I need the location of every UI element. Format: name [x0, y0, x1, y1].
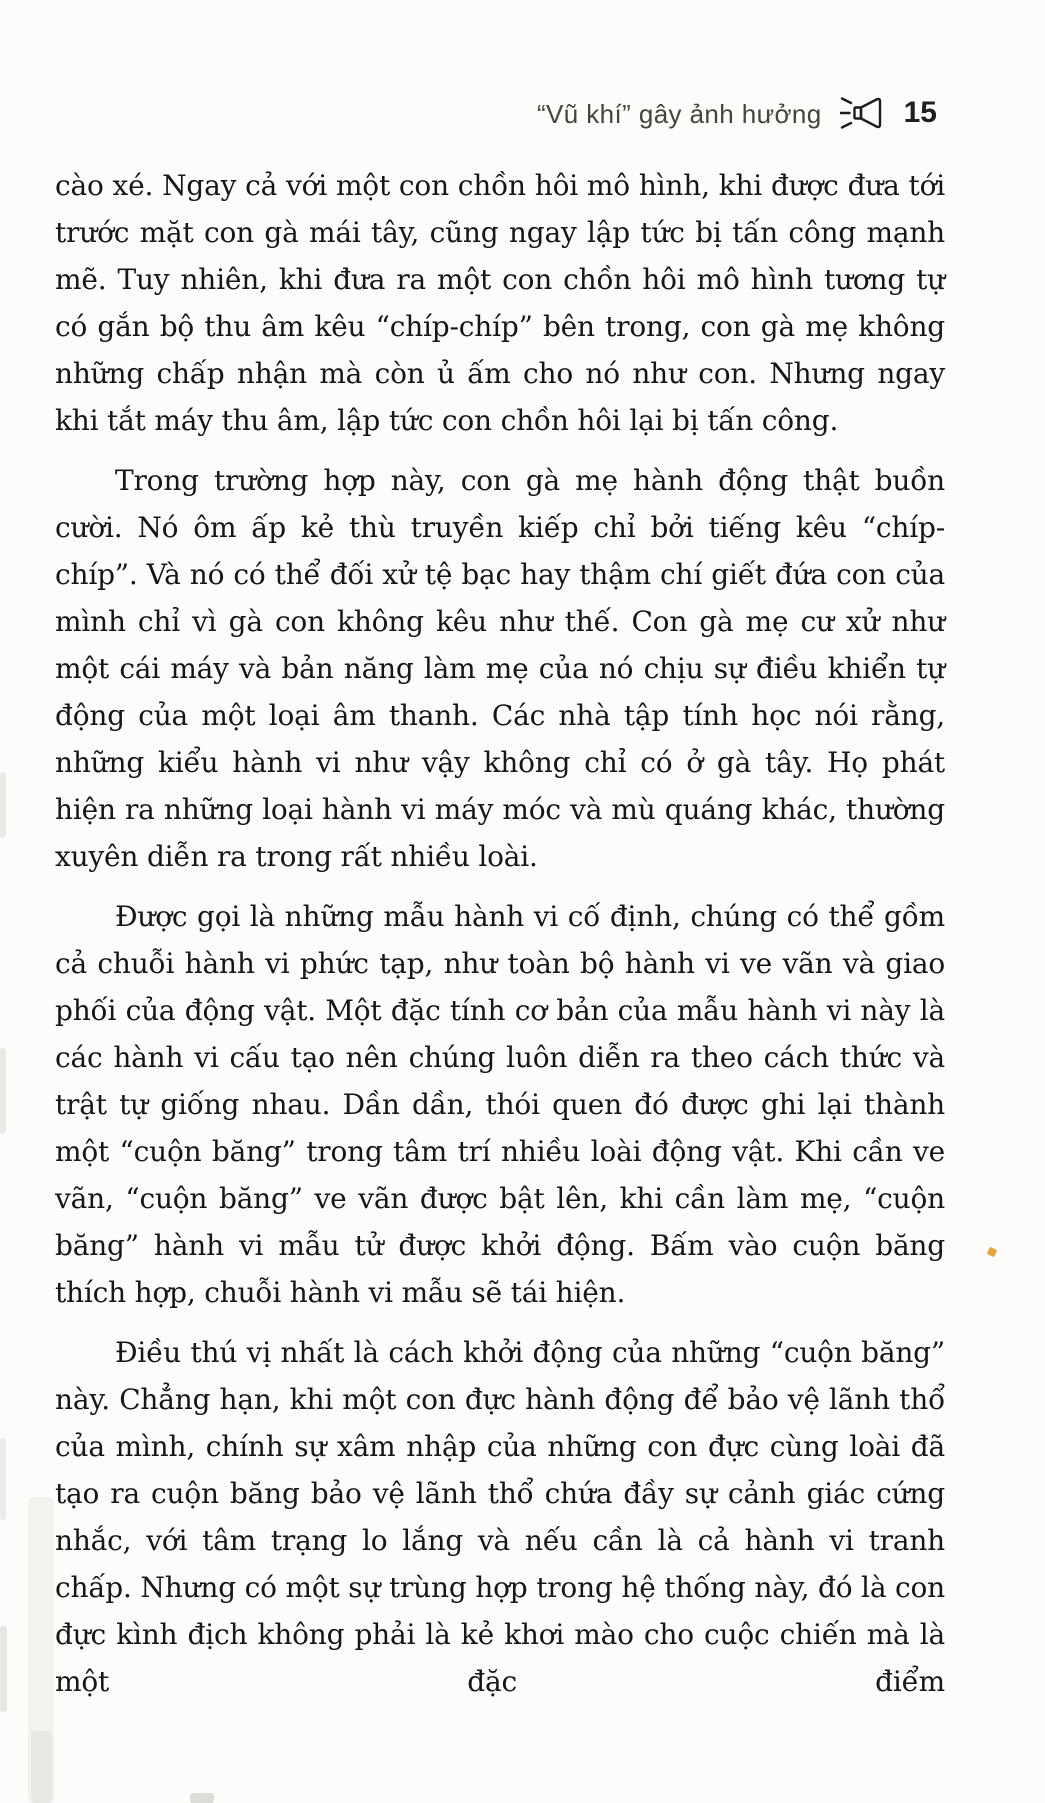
scan-artifact: [0, 1438, 6, 1520]
scan-artifact: [0, 772, 6, 838]
scan-artifact: [190, 1793, 214, 1803]
body-paragraph: Điều thú vị nhất là cách khởi động của những “cuộn băng” này. Chẳng hạn, khi một con đực hành động để bảo vệ lãnh thổ của mình, chính sự xâm nhập của những con đực cùng loài đã tạo ra cuộn băng bảo vệ lãnh thổ chứa đầy sự cảnh giác cứng nhắc, với tâm trạng lo lắng và nếu cần là cả hành vi tranh chấp. Nhưng có một sự trùng hợp trong hệ thống này, đó là con đực kình địch không phải là kẻ khơi mào cho cuộc chiến mà là một đặc điểm: [55, 1336, 945, 1698]
running-title: “Vũ khí” gây ảnh hưởng: [536, 98, 822, 129]
scan-artifact: [0, 1048, 6, 1134]
highlight-speck: [987, 1247, 998, 1258]
running-header: [537, 92, 937, 134]
body-paragraph: Trong trường hợp này, con gà mẹ hành động thật buồn cười. Nó ôm ấp kẻ thù truyền kiếp chỉ bởi tiếng kêu “chíp-chíp”. Và nó có thể đối xử tệ bạc hay thậm chí giết đứa con của mình chỉ vì gà con không kêu như thế. Con gà mẹ cư xử như một cái máy và bản năng làm mẹ của nó chịu sự điều khiển tự động của một loại âm thanh. Các nhà tập tính học nói rằng, những kiểu hành vi như vậy không chỉ có ở gà tây. Họ phát hiện ra những loại hành vi máy móc và mù quáng khác, thường xuyên diễn ra trong rất nhiều loài.: [55, 464, 945, 873]
megaphone-icon: [840, 92, 886, 134]
scan-artifact: [28, 1497, 54, 1803]
page-number: 15: [903, 96, 937, 129]
scan-artifact: [31, 1731, 52, 1803]
scan-artifact: [0, 1626, 7, 1712]
body-text: [55, 162, 945, 1718]
body-paragraph: cào xé. Ngay cả với một con chồn hôi mô hình, khi được đưa tới trước mặt con gà mái tây, cũng ngay lập tức bị tấn công mạnh mẽ. Tuy nhiên, khi đưa ra một con chồn hôi mô hình tương tự có gắn bộ thu âm kêu “chíp-chíp” bên trong, con gà mẹ không những chấp nhận mà còn ủ ấm cho nó như con. Nhưng ngay khi tắt máy thu âm, lập tức con chồn hôi lại bị tấn công.: [55, 169, 945, 437]
body-paragraph: Được gọi là những mẫu hành vi cố định, chúng có thể gồm cả chuỗi hành vi phức tạp, như toàn bộ hành vi ve vãn và giao phối của động vật. Một đặc tính cơ bản của mẫu hành vi này là các hành vi cấu tạo nên chúng luôn diễn ra theo cách thức và trật tự giống nhau. Dần dần, thói quen đó được ghi lại thành một “cuộn băng” trong tâm trí nhiều loài động vật. Khi cần ve vãn, “cuộn băng” ve vãn được bật lên, khi cần làm mẹ, “cuộn băng” hành vi mẫu tử được khởi động. Bấm vào cuộn băng thích hợp, chuỗi hành vi mẫu sẽ tái hiện.: [55, 900, 945, 1309]
